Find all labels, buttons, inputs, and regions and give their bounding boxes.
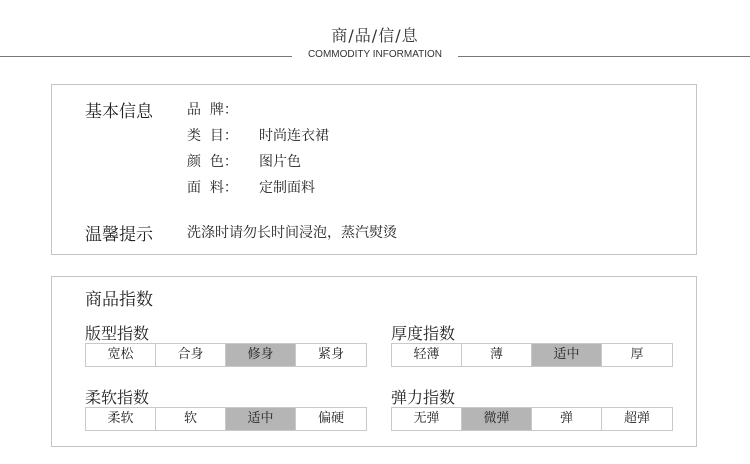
scale-option: 弹 xyxy=(532,408,602,430)
section-header xyxy=(0,0,750,70)
softness-index-scale xyxy=(85,407,367,431)
indices-heading: 商品指数 xyxy=(85,290,153,310)
scale-option: 超弹 xyxy=(623,411,650,426)
scale-option: 厚 xyxy=(630,347,644,362)
section-subtitle: COMMODITY INFORMATION xyxy=(307,49,443,60)
scale-option: 薄 xyxy=(462,344,532,366)
scale-option-selected: 微弹 xyxy=(462,408,532,430)
tips-text: 洗涤时请勿长时间浸泡，蒸汽熨烫 xyxy=(187,225,397,241)
softness-index-label: 柔软指数 xyxy=(85,388,150,407)
scale-option-selected: 适中 xyxy=(226,408,296,430)
title-divider-left xyxy=(0,56,292,57)
scale-option-selected: 修身 xyxy=(226,344,296,366)
scale-option: 软 xyxy=(156,408,226,430)
thickness-index-scale xyxy=(391,343,673,367)
scale-option: 合身 xyxy=(156,344,226,366)
basic-info-heading: 基本信息 xyxy=(85,102,153,122)
color-label: 颜 色： xyxy=(187,154,238,170)
scale-option: 偏硬 xyxy=(317,411,344,426)
color-value: 图片色 xyxy=(259,154,301,170)
scale-option: 无弹 xyxy=(392,408,462,430)
category-value: 时尚连衣裙 xyxy=(259,128,329,144)
elasticity-index-label: 弹力指数 xyxy=(391,388,456,407)
fabric-label: 面 料： xyxy=(187,180,238,196)
tips-heading: 温馨提示 xyxy=(85,225,153,245)
title-divider-right xyxy=(458,56,750,57)
fit-index-label: 版型指数 xyxy=(85,324,150,343)
indices-panel xyxy=(51,276,697,447)
brand-label: 品 牌： xyxy=(187,102,238,118)
scale-option: 宽松 xyxy=(86,344,156,366)
fabric-value: 定制面料 xyxy=(259,180,315,196)
section-title: 商/品/信/息 xyxy=(331,26,419,45)
fit-index-scale xyxy=(85,343,367,367)
basic-info-panel xyxy=(51,84,697,255)
category-label: 类 目： xyxy=(187,128,238,144)
scale-option-selected: 适中 xyxy=(532,344,602,366)
elasticity-index-scale xyxy=(391,407,673,431)
scale-option: 紧身 xyxy=(317,347,344,362)
thickness-index-label: 厚度指数 xyxy=(391,324,456,343)
scale-option: 轻薄 xyxy=(392,344,462,366)
scale-option: 柔软 xyxy=(86,408,156,430)
